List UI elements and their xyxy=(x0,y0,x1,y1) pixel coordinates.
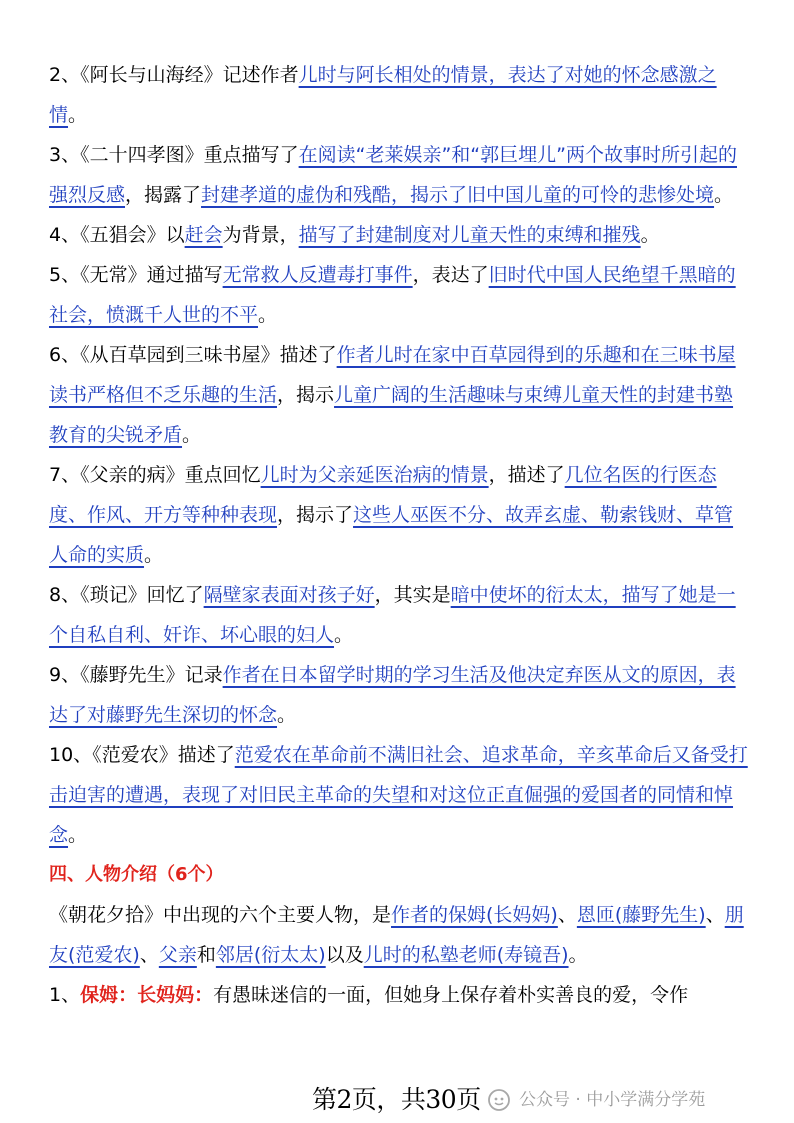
work-title: 《从百草园到三味书屋》 xyxy=(80,344,280,366)
plain-text: ，揭示了 xyxy=(277,504,354,526)
document-body xyxy=(49,55,749,1015)
plain-text: 记述作者 xyxy=(222,64,299,86)
summary-item xyxy=(49,735,749,855)
item-number: 9、 xyxy=(49,664,81,686)
work-title: 《藤野先生》 xyxy=(80,664,185,686)
key-phrase: 恩匝(藤野先生) xyxy=(576,904,706,926)
key-phrase: 作者的保姆(长妈妈) xyxy=(391,904,558,926)
plain-text: 通过描写 xyxy=(146,264,223,286)
plain-text: 。 xyxy=(144,544,164,566)
key-phrase: 隔壁家表面对孩子好 xyxy=(203,584,375,606)
plain-text: 《朝花夕拾》中出现的六个主要人物，是 xyxy=(49,904,392,926)
plain-text: 回忆了 xyxy=(146,584,204,606)
watermark-text: 公众号 · 中小学满分学苑 xyxy=(519,1090,706,1110)
wechat-icon xyxy=(487,1088,511,1112)
key-phrase: 赶会 xyxy=(184,224,223,246)
page-number: 第2页，共30页 xyxy=(312,1085,481,1114)
key-phrase: 朋友(范爱农) xyxy=(49,904,744,966)
key-phrase: 在阅读“老莱娱亲”和“郭巨埋儿”两个故事时所引起的强烈反感 xyxy=(49,144,737,206)
item-number: 10、 xyxy=(49,744,93,766)
item-number: 5、 xyxy=(49,264,81,286)
plain-text: 以及 xyxy=(325,944,364,966)
key-phrase: 儿时为父亲延医治病的情景 xyxy=(260,464,489,486)
summary-item xyxy=(49,655,749,735)
plain-text: 描述了 xyxy=(279,344,337,366)
summary-item xyxy=(49,575,749,655)
plain-text: 。 xyxy=(182,424,202,446)
key-phrase: 封建孝道的虚伪和残酷，揭示了旧中国儿童的可怜的悲惨处境 xyxy=(201,184,715,206)
key-phrase: 作者儿时在家中百草园得到的乐趣和在三味书屋读书严格但不乏乐趣的生活 xyxy=(49,344,736,406)
section-heading: 四、人物介绍（6个） xyxy=(49,864,224,885)
work-title: 《二十四孝图》 xyxy=(80,144,204,166)
summary-item xyxy=(49,255,749,335)
plain-text: 、 xyxy=(705,904,725,926)
intro-paragraph xyxy=(49,895,749,975)
plain-text: ，表达了 xyxy=(412,264,489,286)
plain-text: ，揭露了 xyxy=(125,184,202,206)
work-title: 《阿长与山海经》 xyxy=(80,64,223,86)
plain-text: ，揭示 xyxy=(277,384,335,406)
plain-text: 和 xyxy=(196,944,216,966)
plain-text: 。 xyxy=(258,304,278,326)
plain-text: 。 xyxy=(68,104,88,126)
key-phrase: 几位名医的行医态度、作风、开方等种种表现 xyxy=(49,464,717,526)
key-phrase: 邻居(衍太太) xyxy=(215,944,326,966)
item-number: 1、 xyxy=(49,984,81,1006)
work-title: 《五猖会》 xyxy=(80,224,166,246)
work-title: 《范爱农》 xyxy=(92,744,178,766)
key-phrase: 这些人巫医不分、故弄玄虚、勒索钱财、草管人命的实质 xyxy=(49,504,734,566)
summary-item xyxy=(49,455,749,575)
key-phrase: 儿童广阔的生活趣味与束缚儿童天性的封建书塾教育的尖锐矛盾 xyxy=(49,384,734,446)
summary-item xyxy=(49,135,749,215)
plain-text: 以 xyxy=(165,224,185,246)
key-phrase: 描写了封建制度对儿童天性的束缚和摧残 xyxy=(298,224,641,246)
summary-item xyxy=(49,335,749,455)
plain-text: 。 xyxy=(640,224,660,246)
watermark xyxy=(487,1088,705,1112)
plain-text: 重点回忆 xyxy=(184,464,261,486)
summary-list xyxy=(49,55,749,855)
character-item xyxy=(49,975,749,1015)
page-footer xyxy=(0,1082,794,1122)
plain-text: 。 xyxy=(568,944,588,966)
key-phrase: 无常救人反遭毒打事件 xyxy=(222,264,413,286)
plain-text: 。 xyxy=(277,704,297,726)
item-number: 2、 xyxy=(49,64,81,86)
plain-text: ，描述了 xyxy=(488,464,565,486)
work-title: 《无常》 xyxy=(80,264,147,286)
key-phrase: 儿时的私塾老师(寿镜吾) xyxy=(363,944,569,966)
item-number: 6、 xyxy=(49,344,81,366)
character-text: 有愚昧迷信的一面，但她身上保存着朴实善良的爱，令作 xyxy=(213,984,689,1006)
item-number: 8、 xyxy=(49,584,81,606)
key-phrase: 旧时代中国人民绝望千黑暗的社会，愤溉千人世的不平 xyxy=(49,264,736,326)
work-title: 《父亲的病》 xyxy=(80,464,185,486)
plain-text: 、 xyxy=(557,904,577,926)
key-phrase: 作者在日本留学时期的学习生活及他决定弃医从文的原因，表达了对藤野先生深切的怀念 xyxy=(49,664,736,726)
plain-text: 描述了 xyxy=(177,744,235,766)
plain-text: 记录 xyxy=(184,664,223,686)
key-phrase: 暗中使坏的衍太太，描写了她是一个自私自利、奸诈、坏心眼的妇人 xyxy=(49,584,736,646)
key-phrase: 范爱农在革命前不满旧社会、追求革命，辛亥革命后又备受打击迫害的遭遇，表现了对旧民主革命的失望和对这位正直倔强的爱国者的同情和悼念 xyxy=(49,744,748,846)
plain-text: 、 xyxy=(139,944,159,966)
item-number: 7、 xyxy=(49,464,81,486)
key-phrase: 父亲 xyxy=(158,944,197,966)
summary-item xyxy=(49,55,749,135)
plain-text: 。 xyxy=(334,624,354,646)
plain-text: 为背景， xyxy=(222,224,299,246)
key-phrase: 儿时与阿长相处的情景，表达了对她的怀念感激之情 xyxy=(49,64,717,126)
item-number: 3、 xyxy=(49,144,81,166)
plain-text: 重点描写了 xyxy=(203,144,299,166)
summary-item xyxy=(49,215,749,255)
item-number: 4、 xyxy=(49,224,81,246)
character-label: 保姆：长妈妈： xyxy=(80,984,214,1006)
work-title: 《琐记》 xyxy=(80,584,147,606)
plain-text: 。 xyxy=(68,824,88,846)
plain-text: 。 xyxy=(714,184,734,206)
plain-text: ，其实是 xyxy=(374,584,451,606)
